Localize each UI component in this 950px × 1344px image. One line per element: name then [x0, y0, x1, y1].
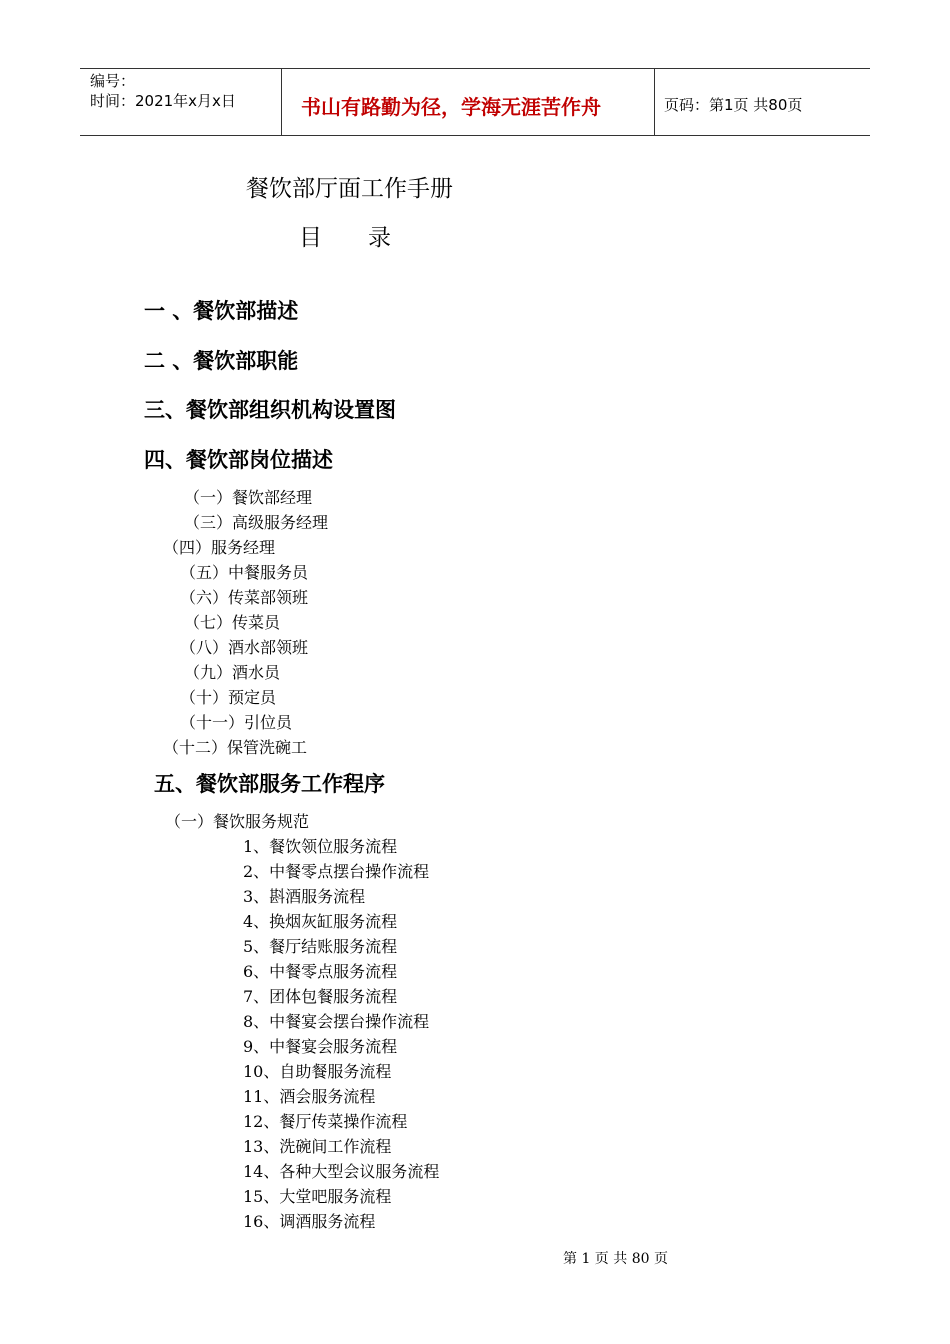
header-page-number: 页码：第1页 共80页 [664, 96, 803, 114]
position-item: （四）服务经理 [163, 538, 276, 557]
procedure-item: 4、换烟灰缸服务流程 [243, 912, 398, 931]
procedure-item: 14、各种大型会议服务流程 [243, 1162, 440, 1181]
position-item: （十二）保管洗碗工 [163, 738, 308, 757]
header-time: 时间：2021年x月x日 [90, 92, 236, 110]
procedure-item: 13、洗碗间工作流程 [243, 1137, 392, 1156]
position-item: （九）酒水员 [184, 663, 281, 682]
position-item: （五）中餐服务员 [180, 563, 309, 582]
position-item: （八）酒水部领班 [180, 638, 309, 657]
section-3: 三、餐饮部组织机构设置图 [144, 398, 396, 422]
header-top-border [80, 68, 870, 69]
header-code: 编号： [90, 72, 136, 90]
document-title: 餐饮部厅面工作手册 [246, 176, 453, 202]
procedure-item: 11、酒会服务流程 [243, 1087, 376, 1106]
header-bottom-border [80, 135, 870, 136]
header-divider-left [281, 68, 282, 136]
position-item: （三）高级服务经理 [184, 513, 329, 532]
section-5: 五、餐饮部服务工作程序 [154, 772, 385, 796]
section-1: 一 、餐饮部描述 [144, 299, 299, 323]
service-spec-heading: （一）餐饮服务规范 [165, 812, 310, 831]
procedure-item: 16、调酒服务流程 [243, 1212, 376, 1231]
procedure-item: 15、大堂吧服务流程 [243, 1187, 392, 1206]
position-item: （十一）引位员 [180, 713, 293, 732]
position-item: （七）传菜员 [184, 613, 281, 632]
procedure-item: 3、斟酒服务流程 [243, 887, 366, 906]
position-item: （十）预定员 [180, 688, 277, 707]
header-motto: 书山有路勤为径，学海无涯苦作舟 [301, 95, 601, 119]
procedure-item: 10、自助餐服务流程 [243, 1062, 392, 1081]
procedure-item: 7、团体包餐服务流程 [243, 987, 398, 1006]
procedure-item: 5、餐厅结账服务流程 [243, 937, 398, 956]
procedure-item: 12、餐厅传菜操作流程 [243, 1112, 408, 1131]
header-divider-right [654, 68, 655, 136]
procedure-item: 2、中餐零点摆台操作流程 [243, 862, 430, 881]
procedure-item: 1、餐饮领位服务流程 [243, 837, 398, 856]
position-item: （一）餐饮部经理 [184, 488, 313, 507]
position-item: （六）传菜部领班 [180, 588, 309, 607]
toc-title: 目 录 [299, 225, 391, 251]
procedure-item: 8、中餐宴会摆台操作流程 [243, 1012, 430, 1031]
page-footer: 第 1 页 共 80 页 [563, 1251, 668, 1267]
section-4: 四、餐饮部岗位描述 [144, 448, 333, 472]
procedure-item: 6、中餐零点服务流程 [243, 962, 398, 981]
procedure-item: 9、中餐宴会服务流程 [243, 1037, 398, 1056]
section-2: 二 、餐饮部职能 [144, 349, 299, 373]
